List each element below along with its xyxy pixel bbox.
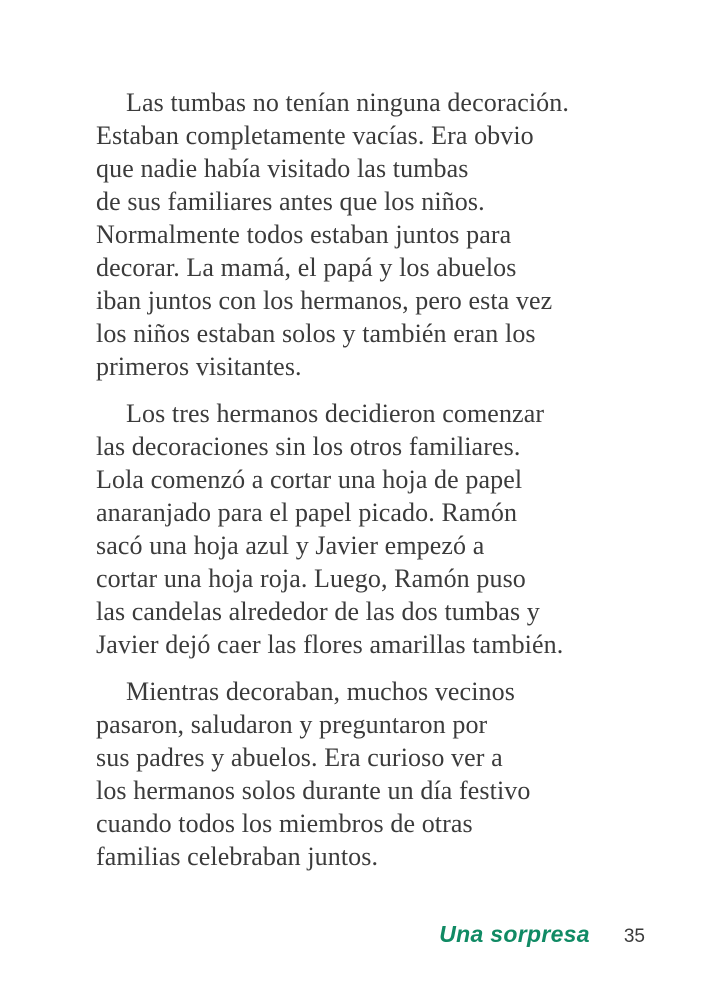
- story-text-block: [96, 86, 656, 887]
- paragraph-2: Los tres hermanos decidieron comenzar las decoraciones sin los otros familiares. Lola comenzó a cortar una hoja de papel anaranjado para el papel picado. Ramón sacó una hoja azul y Javier empezó a cortar una hoja roja. Luego, Ramón puso las candelas alrededor de las dos tumbas y Javier dejó caer las flores amarillas también.: [96, 399, 564, 659]
- chapter-title: Una sorpresa: [439, 921, 590, 947]
- page-footer: [439, 921, 645, 948]
- paragraph-1: Las tumbas no tenían ninguna decoración. Estaban completamente vacías. Era obvio que nadie había visitado las tumbas de sus familiares antes que los niños. Normalmente todos estaban juntos para decorar. La mamá, el papá y los abuelos iban juntos con los hermanos, pero esta vez los niños estaban solos y también eran los primeros visitantes.: [96, 88, 569, 381]
- page-number: 35: [623, 926, 645, 947]
- paragraph-3: Mientras decoraban, muchos vecinos pasaron, saludaron y preguntaron por sus padres y abuelos. Era curioso ver a los hermanos solos durante un día festivo cuando todos los miembros de otras familias celebraban juntos.: [96, 677, 531, 871]
